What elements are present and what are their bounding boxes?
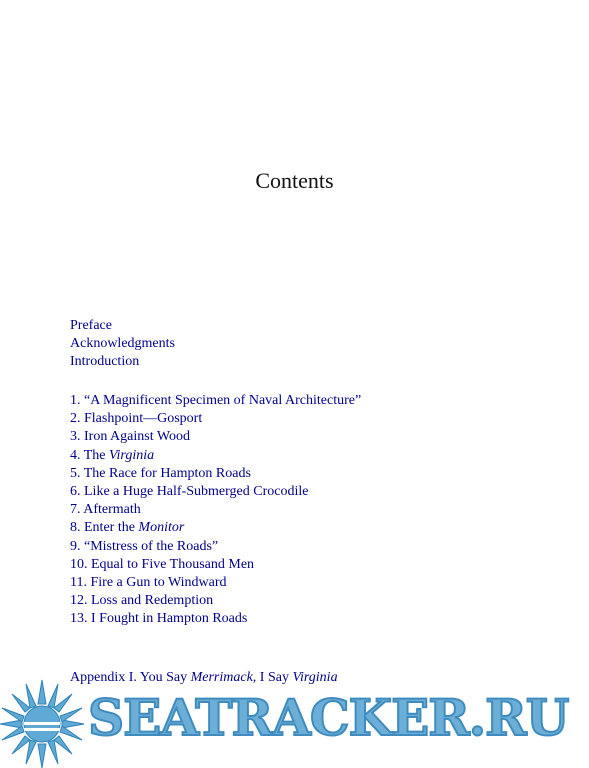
toc-link-introduction[interactable]: Introduction [70, 354, 140, 370]
watermark-text: SEATRACKER.RU [88, 688, 569, 747]
chapter-title: 8. Enter the [70, 520, 139, 536]
list-item [70, 483, 361, 501]
toc-link-preface[interactable]: Preface [70, 318, 112, 333]
list-item [70, 317, 175, 335]
list-item [70, 519, 361, 537]
sun-icon [0, 678, 90, 768]
appendix-text: Appendix I. You Say [70, 670, 191, 685]
chapter-title: 13. I Fought in Hampton Roads [70, 611, 248, 627]
list-item [70, 428, 361, 446]
chapter-title: 2. Flashpoint—Gosport [70, 411, 203, 427]
list-item [70, 592, 361, 610]
chapter-title: 4. The [70, 447, 110, 463]
chapter-title: 7. Aftermath [70, 502, 141, 518]
list-item [70, 574, 361, 592]
page-title: Contents [255, 168, 334, 193]
list-item [70, 465, 361, 483]
toc-link-chapter-4[interactable] [70, 447, 361, 465]
list-item [70, 410, 361, 428]
watermark [0, 678, 589, 768]
chapter-title: 11. Fire a Gun to Windward [70, 575, 227, 591]
toc-link-chapter-1[interactable] [70, 392, 361, 410]
chapter-title: 10. Equal to Five Thousand Men [70, 556, 255, 572]
list-item [70, 538, 361, 556]
chapter-title: 6. Like a Huge Half-Submerged Crocodile [70, 484, 309, 500]
toc-link-chapter-7[interactable] [70, 501, 361, 519]
list-item [70, 335, 175, 353]
toc-link-chapter-3[interactable] [70, 428, 361, 446]
chapter-title: 5. The Race for Hampton Roads [70, 465, 251, 481]
chapter-title-italic: Virginia [109, 447, 155, 463]
list-item [70, 447, 361, 465]
toc-link-chapter-10[interactable] [70, 556, 361, 574]
toc-link-chapter-8[interactable] [70, 519, 361, 537]
toc-link-acknowledgments[interactable]: Acknowledgments [70, 336, 175, 352]
toc-link-chapter-13[interactable] [70, 610, 361, 628]
chapter-title: 9. “Mistress of the Roads” [70, 538, 219, 554]
toc-link-appendix-1[interactable] [70, 669, 338, 687]
list-item [70, 610, 361, 628]
toc-link-chapter-6[interactable] [70, 483, 361, 501]
list-item [70, 556, 361, 574]
front-matter-list [70, 317, 175, 372]
toc-link-chapter-11[interactable] [70, 574, 361, 592]
appendix-italic: Merrimack, [190, 670, 257, 685]
list-item [70, 392, 361, 410]
list-item [70, 353, 175, 371]
chapter-list [70, 392, 361, 629]
toc-link-chapter-2[interactable] [70, 410, 361, 428]
chapter-title: 12. Loss and Redemption [70, 593, 214, 609]
toc-link-chapter-5[interactable] [70, 465, 361, 483]
toc-link-chapter-9[interactable] [70, 538, 361, 556]
list-item [70, 501, 361, 519]
appendix-italic: Virginia [292, 670, 338, 685]
chapter-title: 3. Iron Against Wood [70, 429, 190, 445]
chapter-title: 1. “A Magnificent Specimen of Naval Architecture” [70, 393, 362, 408]
appendix-text: I Say [256, 670, 293, 685]
toc-link-chapter-12[interactable] [70, 592, 361, 610]
chapter-title-italic: Monitor [138, 520, 185, 536]
